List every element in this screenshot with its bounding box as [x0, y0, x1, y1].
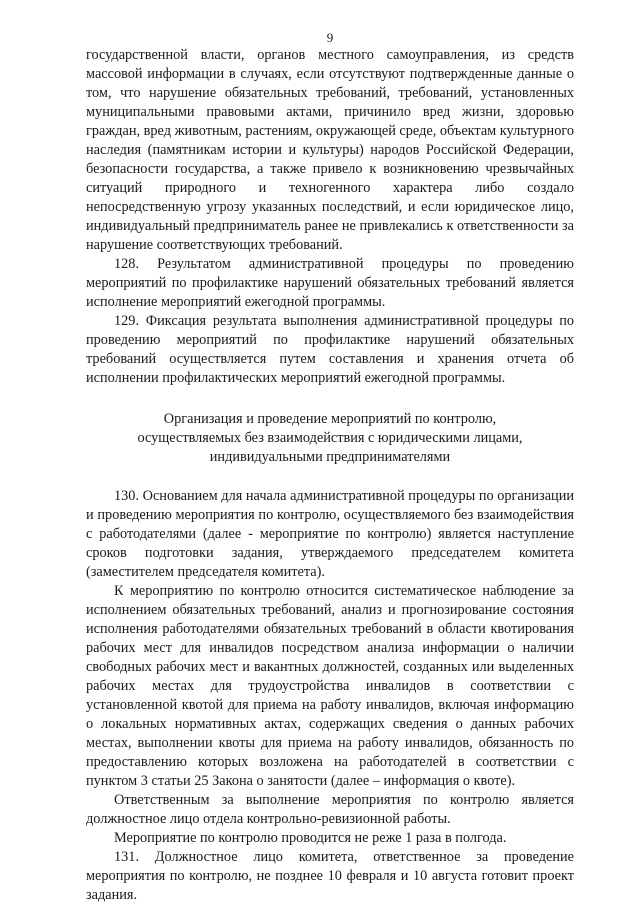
- section-heading-line-2: осуществляемых без взаимодействия с юридическими лицами,: [137, 430, 523, 446]
- page-number: 9: [326, 30, 334, 45]
- section-heading-line-1: Организация и проведение мероприятий по контролю,: [163, 411, 497, 427]
- paragraph-continuation: государственной власти, органов местного самоуправления, из средств массовой информации в случаях, если отсутствуют подтвержденные данные о том, что нарушение обязательных требований, требований, установленных муниципальными правовыми актами, причинило вред жизни, здоровью граждан, вред животным, растениям, окружающей среде, объектам культурного наследия (памятникам истории и культуры) народов Российской Федерации, безопасности государства, а также привело к возникновению чрезвычайных ситуаций природного и техногенного характера либо создало непосредственную угрозу указанных последствий, и если юридическое лицо, индивидуальный предприниматель ранее не привлекались к ответственности за нарушение соответствующих требований.: [86, 47, 574, 253]
- section-heading: [86, 410, 574, 467]
- paragraph-128: 128. Результатом административной процедуры по проведению мероприятий по профилактике нарушений обязательных требований является исполнение мероприятий ежегодной программы.: [86, 256, 574, 310]
- paragraph-129: 129. Фиксация результата выполнения административной процедуры по проведению мероприятий по профилактике нарушений обязательных требований осуществляется путем составления и хранения отчета об исполнении профилактических мероприятий ежегодной программы.: [86, 313, 574, 386]
- section-heading-line-3: индивидуальными предпринимателями: [209, 449, 451, 465]
- paragraph-measure-definition: К мероприятию по контролю относится систематическое наблюдение за исполнением обязательных требований, анализ и прогнозирование состояния исполнения работодателями обязательных требований в области квотирования рабочих мест для инвалидов посредством анализа информации о наличии свободных рабочих мест и вакантных должностей, созданных или выделенных рабочих местах для трудоустройства инвалидов в соответствии с установленной квотой для приема на работу инвалидов, включая информацию о локальных нормативных актах, содержащих сведения о данных рабочих местах, выполнении квоты для приема на работу инвалидов, обязанность по предоставлению которых возложена на работодателей в соответствии с пунктом 3 статьи 25 Закона о занятости (далее – информация о квоте).: [86, 583, 574, 789]
- paragraph-130: 130. Основанием для начала административной процедуры по организации и проведению мероприятия по контролю, осуществляемого без взаимодействия с работодателями (далее - мероприятие по контролю) является наступление сроков подготовки задания, утверждаемого председателем комитета (заместителем председателя комитета).: [86, 488, 574, 580]
- paragraph-responsible: Ответственным за выполнение мероприятия по контролю является должностное лицо отдела контрольно-ревизионной работы.: [86, 792, 574, 827]
- paragraph-frequency: Мероприятие по контролю проводится не реже 1 раза в полгода.: [114, 830, 507, 846]
- paragraph-131: 131. Должностное лицо комитета, ответственное за проведение мероприятия по контролю, не позднее 10 февраля и 10 августа готовит проект задания.: [86, 849, 574, 903]
